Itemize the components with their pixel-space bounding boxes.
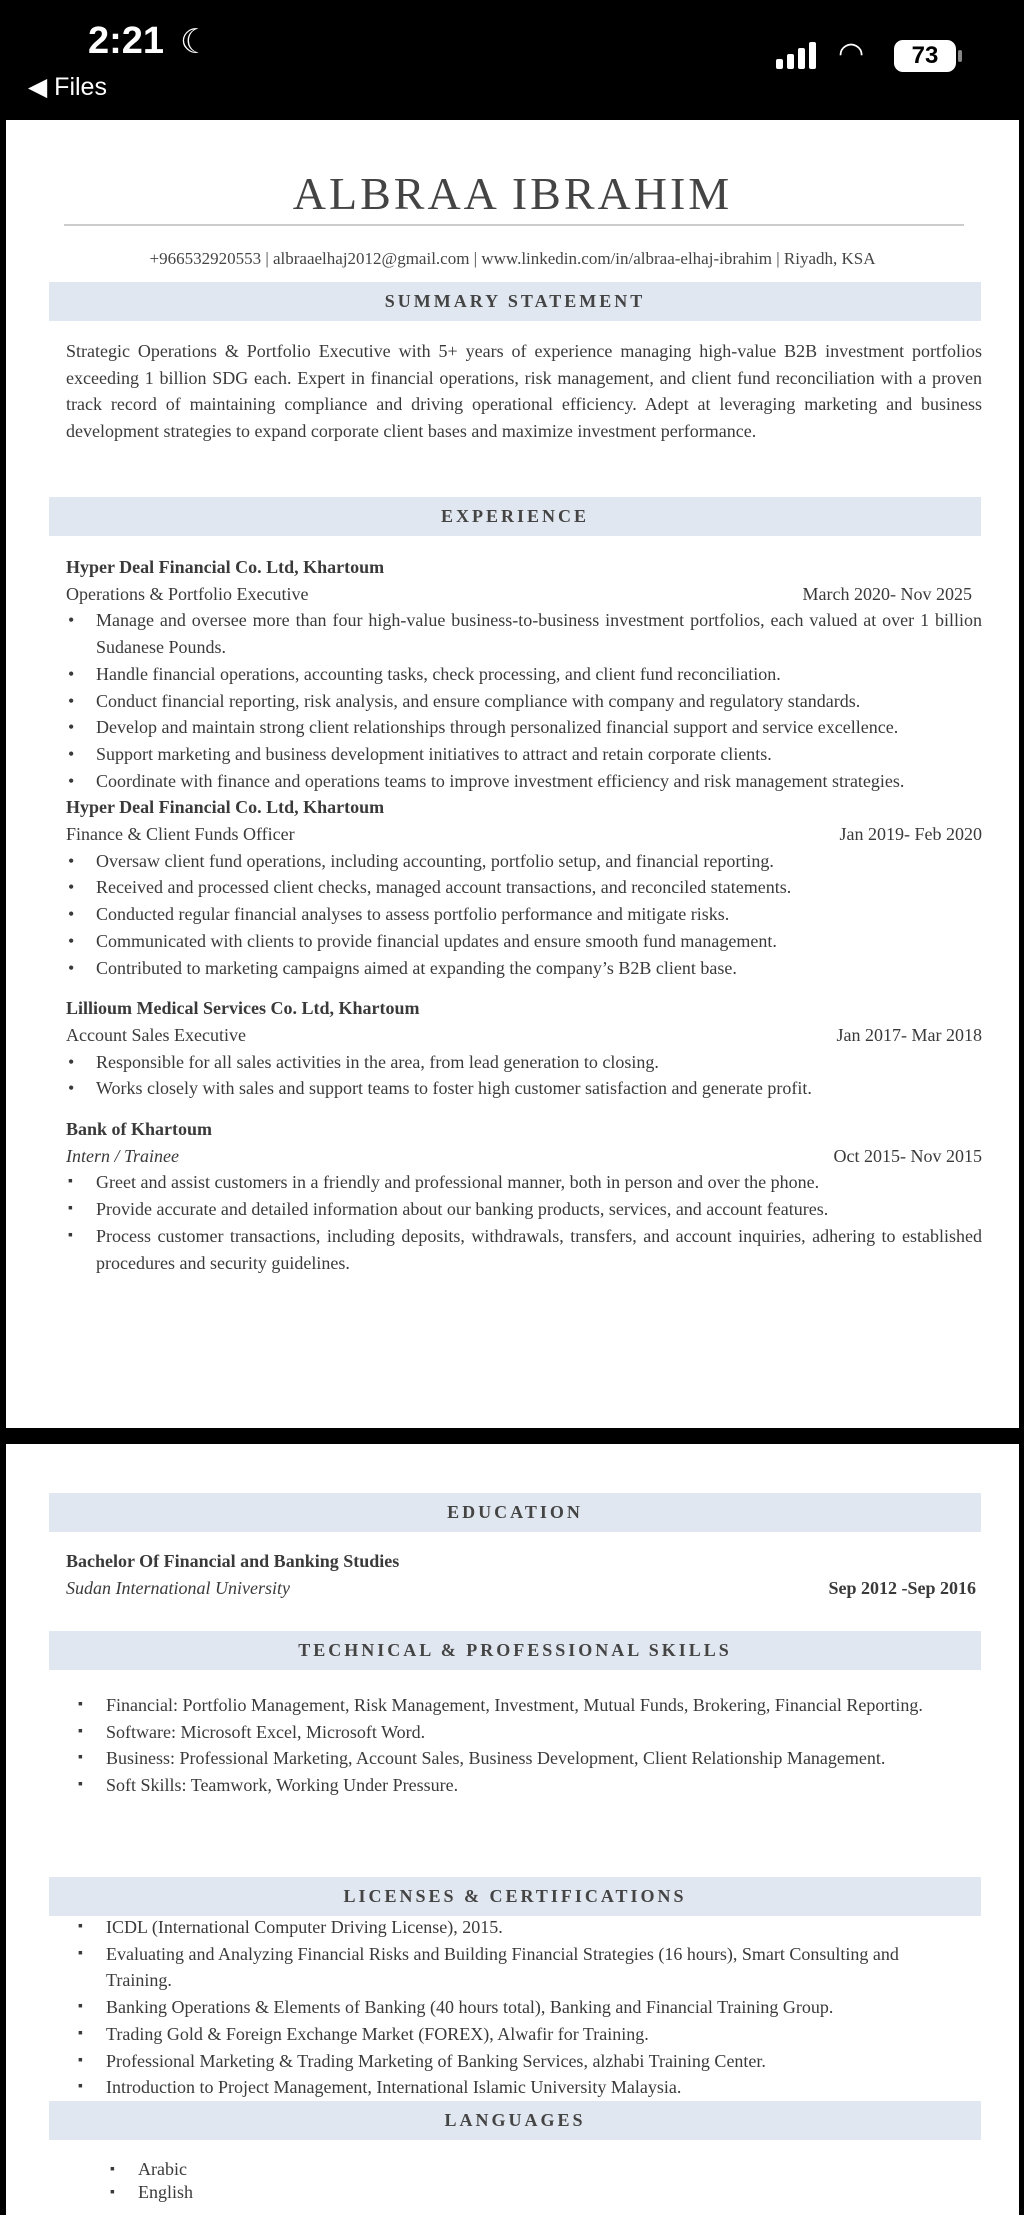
contact-info: +966532920553 | albraaelhaj2012@gmail.com | www.linkedin.com/in/albraa-elhaj-ibrahim | Riyadh, KSA (149, 249, 876, 268)
list-item: • Manage and oversee more than four high-value business-to-business investment portfolios, each valued at over 1 billion Sudanese Pounds. (66, 607, 982, 660)
list-item: • Conduct financial reporting, risk analysis, and ensure compliance with company and regulatory standards. (66, 688, 982, 715)
list-item: • Communicated with clients to provide financial updates and ensure smooth fund management. (66, 928, 982, 955)
job-title: Finance & Client Funds Officer (66, 824, 295, 845)
job-bullets (66, 848, 982, 982)
list-item: ▪ Financial: Portfolio Management, Risk Management, Investment, Mutual Funds, Brokering, Financial Reporting. (76, 1692, 936, 1719)
job-dates: Oct 2015- Nov 2015 (833, 1145, 982, 1166)
list-item: • Coordinate with finance and operations teams to improve investment efficiency and risk management strategies. (66, 768, 982, 795)
status-bar (0, 0, 1024, 120)
degree: Bachelor Of Financial and Banking Studies (66, 1551, 400, 1571)
list-item: ▪ Software: Microsoft Excel, Microsoft Word. (76, 1719, 936, 1746)
languages-heading: LANGUAGES (49, 2101, 981, 2140)
company: Hyper Deal Financial Co. Ltd, Khartoum (66, 797, 385, 818)
wifi-icon: ◠ (838, 37, 865, 70)
job-dates: Jan 2019- Feb 2020 (839, 824, 982, 845)
licenses-heading: LICENSES & CERTIFICATIONS (49, 1877, 981, 1916)
job-entry (66, 794, 982, 981)
languages-list (108, 2158, 508, 2204)
job-bullets (66, 1049, 982, 1102)
job-dates: Jan 2017- Mar 2018 (836, 1024, 982, 1045)
list-item: ▪ Provide accurate and detailed information about our banking products, services, and account features. (66, 1196, 982, 1223)
list-item: ▪ English (108, 2181, 508, 2204)
education-heading: EDUCATION (49, 1493, 981, 1532)
job-bullets (66, 1169, 982, 1276)
list-item: ▪ Process customer transactions, including deposits, withdrawals, transfers, and account inquiries, adhering to established procedures and security guidelines. (66, 1223, 982, 1276)
school: Sudan International University (66, 1577, 290, 1598)
resume-page-2 (6, 1444, 1019, 2215)
back-arrow-icon: ◀ (28, 73, 55, 101)
job-bullets (66, 607, 982, 794)
job-entry (66, 995, 982, 1102)
list-item: • Oversaw client fund operations, including accounting, portfolio setup, and financial reporting. (66, 848, 982, 875)
company: Bank of Khartoum (66, 1119, 213, 1140)
list-item: • Handle financial operations, accounting tasks, check processing, and client fund reconciliation. (66, 661, 982, 688)
back-label: Files (54, 73, 107, 101)
list-item: • Works closely with sales and support teams to foster high customer satisfaction and generate profit. (66, 1075, 982, 1102)
job-title: Intern / Trainee (66, 1145, 179, 1166)
skills-heading: TECHNICAL & PROFESSIONAL SKILLS (49, 1631, 981, 1670)
list-item: ▪ Business: Professional Marketing, Account Sales, Business Development, Client Relationship Management. (76, 1745, 936, 1772)
signal-icon (776, 42, 816, 69)
list-item: • Develop and maintain strong client relationships through personalized financial support and service excellence. (66, 714, 982, 741)
list-item: ▪ Introduction to Project Management, International Islamic University Malaysia. (76, 2074, 966, 2101)
list-item: ▪ Evaluating and Analyzing Financial Risks and Building Financial Strategies (16 hours), Smart Consulting and Training. (76, 1941, 966, 1994)
back-to-files-button[interactable] (28, 72, 107, 102)
experience-list (66, 554, 982, 1276)
list-item: ▪ Soft Skills: Teamwork, Working Under Pressure. (76, 1772, 936, 1799)
list-item: • Responsible for all sales activities in the area, from lead generation to closing. (66, 1049, 982, 1076)
list-item: ▪ Arabic (108, 2158, 508, 2181)
battery-level: 73 (911, 42, 939, 69)
list-item: • Conducted regular financial analyses to assess portfolio performance and mitigate risks. (66, 901, 982, 928)
job-entry (66, 1116, 982, 1276)
list-item: ▪ Professional Marketing & Trading Marketing of Banking Services, alzhabi Training Center. (76, 2048, 966, 2075)
moon-icon: ☾ (180, 23, 211, 61)
experience-heading: EXPERIENCE (49, 497, 981, 536)
list-item: ▪ Banking Operations & Elements of Banking (40 hours total), Banking and Financial Training Group. (76, 1994, 966, 2021)
list-item: • Support marketing and business development initiatives to attract and retain corporate clients. (66, 741, 982, 768)
list-item: ▪ Trading Gold & Foreign Exchange Market (FOREX), Alwafir for Training. (76, 2021, 966, 2048)
summary-heading: SUMMARY STATEMENT (49, 282, 981, 321)
list-item: • Contributed to marketing campaigns aimed at expanding the company’s B2B client base. (66, 955, 982, 982)
company: Lillioum Medical Services Co. Ltd, Khartoum (66, 998, 420, 1019)
education-entry (66, 1548, 982, 1601)
licenses-list (76, 1914, 966, 2101)
list-item: ▪ ICDL (International Computer Driving License), 2015. (76, 1914, 966, 1941)
clock: 2:21 (88, 20, 165, 62)
summary-text: Strategic Operations & Portfolio Executive with 5+ years of experience managing high-value B2B investment portfolios exceeding 1 billion SDG each. Expert in financial operations, risk management, and client fund reconciliation with a proven track record of maintaining compliance and driving operational efficiency. Adept at leveraging marketing and business development strategies to expand corporate client bases and maximize investment performance. (66, 341, 982, 442)
job-entry (66, 554, 982, 794)
skills-list (76, 1692, 936, 1799)
job-title: Operations & Portfolio Executive (66, 583, 309, 604)
candidate-name: ALBRAA IBRAHIM (292, 168, 733, 219)
battery-icon (894, 40, 956, 72)
list-item: ▪ Greet and assist customers in a friendly and professional manner, both in person and over the phone. (66, 1169, 982, 1196)
education-dates: Sep 2012 -Sep 2016 (828, 1577, 976, 1598)
company: Hyper Deal Financial Co. Ltd, Khartoum (66, 557, 385, 577)
divider (64, 224, 964, 226)
job-dates: March 2020- Nov 2025 (802, 583, 972, 604)
list-item: • Received and processed client checks, managed account transactions, and reconciled statements. (66, 874, 982, 901)
resume-page-1 (6, 120, 1019, 1428)
job-title: Account Sales Executive (66, 1024, 246, 1045)
